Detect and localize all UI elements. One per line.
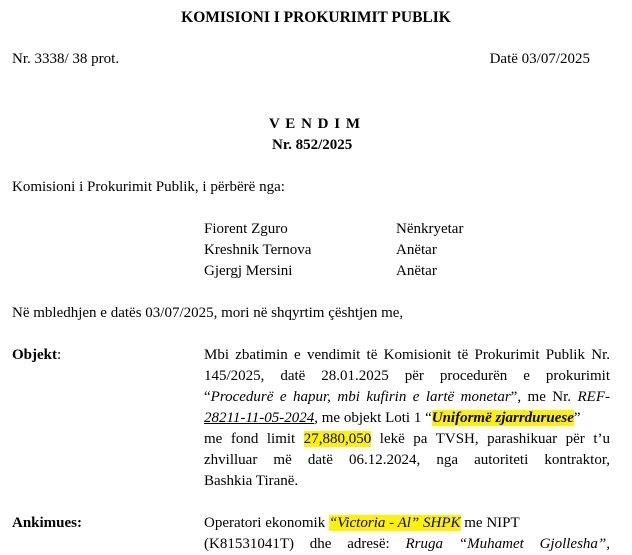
ankimues-line: (K81531041T) dhe adresë: Rruga “Muhamet Gjollesha”, bbox=[204, 536, 610, 552]
objekt-line: zhvilluar më datë 06.12.2024, nga autoriteti kontraktor, bbox=[204, 452, 610, 468]
meeting-text: Në mbledhjen e datës 03/07/2025, mori në shqyrtim çështjen me, bbox=[12, 305, 404, 321]
decision-number: Nr. 852/2025 bbox=[272, 137, 353, 153]
objekt-label: Objekt: bbox=[12, 347, 62, 363]
member-name: Kreshnik Ternova bbox=[204, 242, 312, 258]
member-role: Anëtar bbox=[396, 242, 437, 258]
objekt-line: Mbi zbatimin e vendimit të Komisionit të Prokurimit Publik Nr. bbox=[204, 347, 610, 363]
member-role: Anëtar bbox=[396, 263, 437, 279]
protocol-number: Nr. 3338/ 38 prot. bbox=[12, 51, 120, 67]
objekt-line: “Procedurë e hapur, mbi kufirin e lartë monetar”, me Nr. REF- bbox=[204, 389, 610, 405]
member-name: Gjergj Mersini bbox=[204, 263, 293, 279]
objekt-line: Bashkia Tiranë. bbox=[204, 473, 299, 489]
ankimues-line: Operatori ekonomik “Victoria - Al” SHPK me NIPT bbox=[204, 515, 520, 531]
document-date: Datë 03/07/2025 bbox=[489, 51, 590, 67]
member-role: Nënkryetar bbox=[396, 221, 464, 237]
objekt-line: me fond limit 27,880,050 lekë pa TVSH, parashikuar për t’u bbox=[204, 431, 610, 447]
header-title: KOMISIONI I PROKURIMIT PUBLIK bbox=[181, 9, 451, 26]
objekt-line: 28211-11-05-2024, me objekt Loti 1 “Uniformë zjarrduruese” bbox=[204, 410, 581, 426]
decision-title: V E N D I M bbox=[269, 116, 361, 132]
member-name: Fiorent Zguro bbox=[204, 221, 288, 237]
objekt-line: 145/2025, datë 28.01.2025 për procedurën e prokurimit bbox=[204, 368, 610, 384]
ankimues-label: Ankimues: bbox=[12, 515, 83, 531]
intro-text: Komisioni i Prokurimit Publik, i përbërë nga: bbox=[12, 179, 285, 195]
